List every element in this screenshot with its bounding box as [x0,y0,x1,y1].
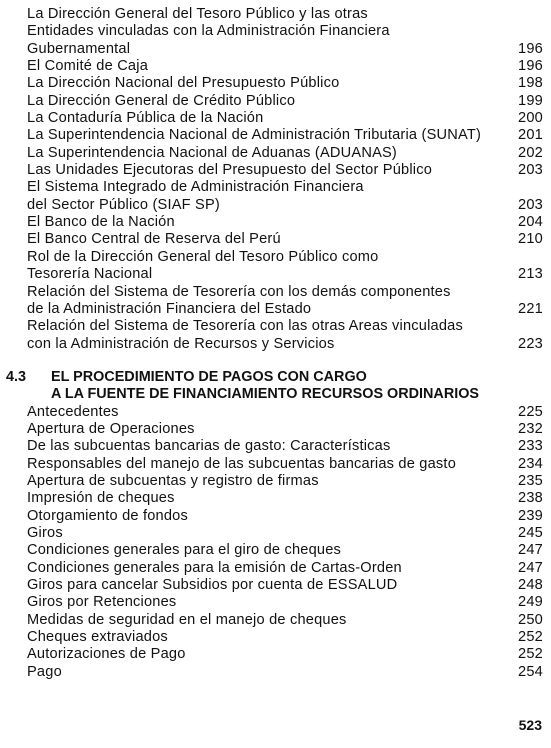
toc-entry-title: El Comité de Caja [27,58,149,75]
toc-entry-title: Rol de la Dirección General del Tesoro Público como [27,248,379,265]
toc-entry-page: 213 [518,266,543,283]
toc-entry-title: Tesorería Nacional [27,266,153,283]
toc-entry [27,110,543,127]
toc-entry-page: 225 [518,403,543,420]
toc-entry [27,179,543,196]
toc-entry-title: Giros por Retenciones [27,594,177,611]
toc-entry [27,542,543,559]
toc-entry [27,145,543,162]
toc-entry-page: 249 [518,594,543,611]
toc-entry-title: El Banco Central de Reserva del Perú [27,231,281,248]
toc-entry-title: de la Administración Financiera del Estado [27,300,312,317]
toc-entry [27,266,543,283]
toc-entry-page: 233 [518,438,543,455]
toc-entry-page: 203 [518,196,543,213]
toc-entry [27,577,543,594]
toc-entry [27,6,543,23]
toc-entry [27,318,543,335]
toc-entry [27,127,543,144]
section-title-line-2: A LA FUENTE DE FINANCIAMIENTO RECURSOS ORDINARIOS [51,386,480,403]
toc-entry-title: La Superintendencia Nacional de Administración Tributaria (SUNAT) [27,127,482,144]
toc-entry-title: Medidas de seguridad en el manejo de cheques [27,611,347,628]
toc-entry-title: Giros [27,524,63,541]
toc-entry [27,301,543,318]
toc-entry [27,525,543,542]
toc-entry-title: Gubernamental [27,40,131,57]
toc-entry-title: Antecedentes [27,403,119,420]
section-title [51,369,543,404]
toc-entry-page: 200 [518,110,543,127]
toc-entry-title: Apertura de subcuentas y registro de firmas [27,472,319,489]
toc-entry-page: 223 [518,335,543,352]
toc-entry-title: Otorgamiento de fondos [27,507,188,524]
toc-entry-title: con la Administración de Recursos y Servicios [27,335,335,352]
toc-entry [27,249,543,266]
toc-entry [27,560,543,577]
toc-entry [27,214,543,231]
toc-entry [27,438,543,455]
toc-entry [27,58,543,75]
toc-entry-page: 199 [518,92,543,109]
toc-entry-page: 196 [518,58,543,75]
toc-entry [27,197,543,214]
toc-entry [27,404,543,421]
toc-entry-title: La Superintendencia Nacional de Aduanas (ADUANAS) [27,144,397,161]
toc-entry-page: 252 [518,646,543,663]
toc-entry-page: 252 [518,629,543,646]
toc-entry [27,23,543,40]
toc-entry [27,75,543,92]
toc-entry-title: del Sector Público (SIAF SP) [27,196,220,213]
page-number: 523 [518,717,542,733]
toc-entry-title: El Sistema Integrado de Administración Financiera [27,179,364,196]
toc-entry [27,612,543,629]
toc-entry [27,508,543,525]
toc-entry-title: Relación del Sistema de Tesorería con las otras Areas vinculadas [27,318,463,335]
toc-entry [27,284,543,301]
toc-entry [27,456,543,473]
toc-entry-title: Cheques extraviados [27,629,168,646]
toc-entry [27,473,543,490]
toc-entry [27,336,543,353]
toc-entry-title: El Banco de la Nación [27,214,175,231]
toc-entry-title: La Dirección General del Tesoro Público y las otras [27,6,368,22]
toc-entry-page: 221 [518,300,543,317]
toc-entry-title: De las subcuentas bancarias de gasto: Características [27,438,391,455]
toc-entry [27,664,543,681]
toc-entry [27,490,543,507]
toc-entry-title: Pago [27,663,62,680]
toc-entry-title: Las Unidades Ejecutoras del Presupuesto del Sector Público [27,162,433,179]
toc-entry-page: 247 [518,542,543,559]
toc-entry-title: Condiciones generales para el giro de cheques [27,542,342,559]
toc-entry-title: Giros para cancelar Subsidios por cuenta de ESSALUD [27,577,398,593]
section-number: 4.3 [6,368,27,385]
toc-entry [27,646,543,663]
toc-entry-page: 235 [518,472,543,489]
toc-entry [27,421,543,438]
toc-entry-page: 232 [518,420,543,437]
section-title-line-1: EL PROCEDIMIENTO DE PAGOS CON CARGO [51,368,367,385]
toc-entry-title: Responsables del manejo de las subcuentas bancarias de gasto [27,455,457,472]
toc-entry-title: Relación del Sistema de Tesorería con los demás componentes [27,283,451,300]
toc-entry-page: 248 [518,577,543,593]
toc-entry-title: Impresión de cheques [27,490,175,507]
toc-entry-page: 247 [518,559,543,576]
toc-entry-page: 196 [518,40,543,57]
toc-entry-page: 234 [518,455,543,472]
toc-entry-title: Autorizaciones de Pago [27,646,186,663]
toc-entry-page: 202 [518,144,543,161]
toc-entry-title: La Dirección Nacional del Presupuesto Público [27,75,340,92]
toc-entry-page: 201 [518,127,543,144]
toc-entry-title: La Contaduría Pública de la Nación [27,110,264,127]
toc-entry-page: 238 [518,490,543,507]
toc-entry-page: 250 [518,611,543,628]
toc-entry-page: 210 [518,231,543,248]
toc-section-payments [27,404,543,682]
toc-entry-title: Apertura de Operaciones [27,420,195,437]
toc-entry [27,41,543,58]
toc-entry-title: Condiciones generales para la emisión de Cartas-Orden [27,559,402,576]
toc-entry [27,629,543,646]
toc-section-entities [27,6,543,353]
toc-entry-page: 239 [518,507,543,524]
toc-entry-page: 254 [518,663,543,680]
toc-entry-page: 203 [518,162,543,179]
toc-entry [27,162,543,179]
toc-entry-page: 198 [518,75,543,92]
toc-entry-page: 204 [518,214,543,231]
toc-entry [27,231,543,248]
toc-entry-title: La Dirección General de Crédito Público [27,92,296,109]
toc-entry-title: Entidades vinculadas con la Administración Financiera [27,23,390,40]
toc-entry [27,93,543,110]
section-heading [6,369,543,404]
toc-entry [27,594,543,611]
toc-entry-page: 245 [518,524,543,541]
table-of-contents [6,6,543,681]
section-spacer [27,353,543,369]
